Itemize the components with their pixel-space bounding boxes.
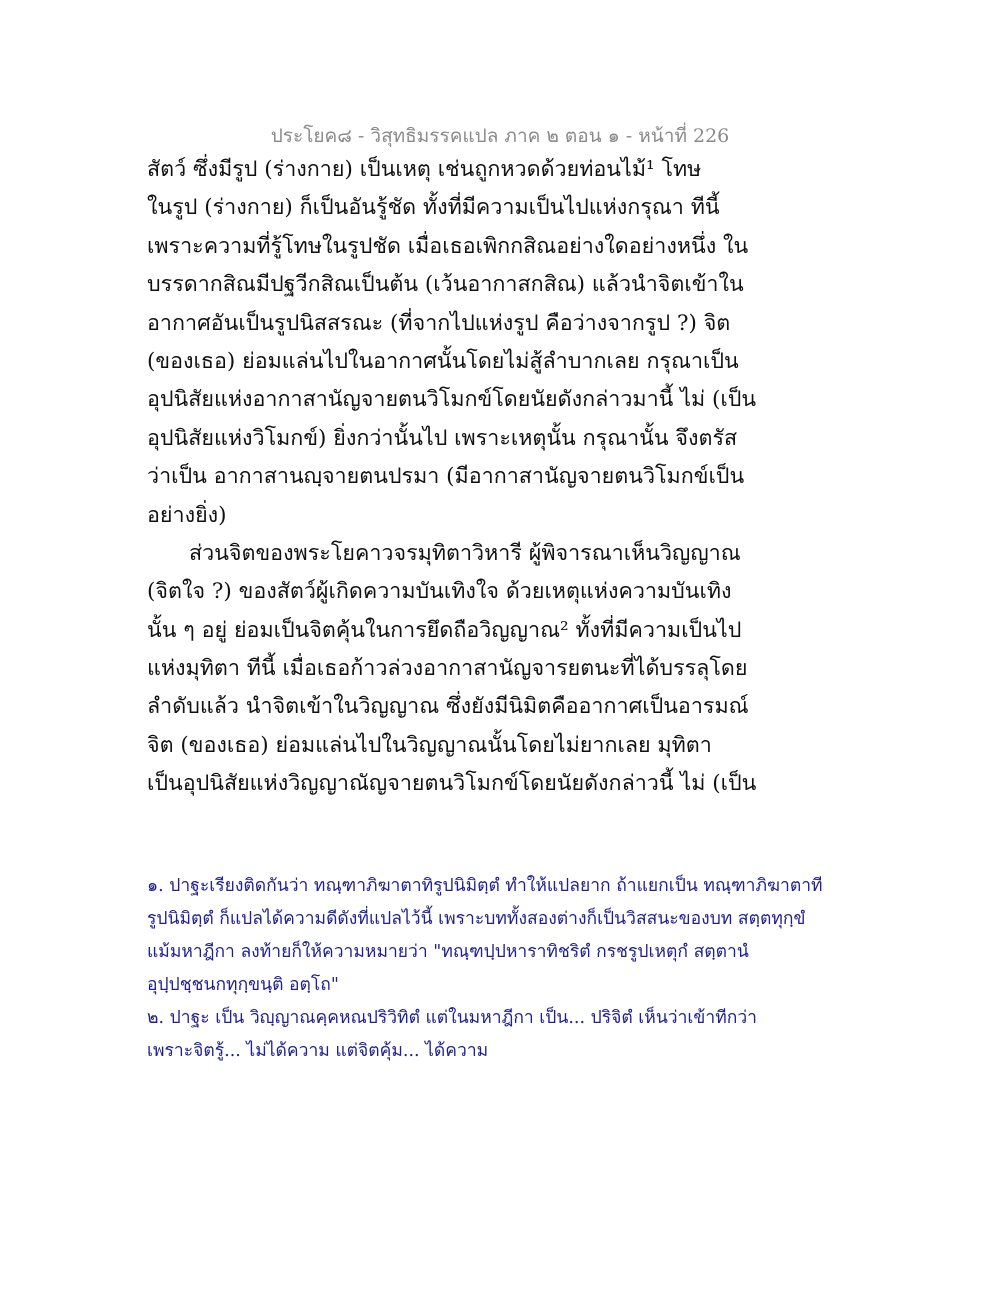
main-body-text xyxy=(147,151,847,804)
footnotes xyxy=(147,870,847,1068)
paragraph-start-line: ส่วนจิตของพระโยคาวจรมุทิตาวิหารี ผู้พิจารณาเห็นวิญญาณ xyxy=(189,540,741,566)
body-line: สัตว์ ซึ่งมีรูป (ร่างกาย) เป็นเหตุ เช่นถูกหวดด้วยท่อนไม้¹ โทษ xyxy=(147,157,702,182)
body-line: (จิตใจ ?) ของสัตว์ผู้เกิดความบันเทิงใจ ด้วยเหตุแห่งความบันเทิง xyxy=(147,579,732,605)
body-line: จิต (ของเธอ) ย่อมแล่นไปในวิญญาณนั้นโดยไม่ยากเลย มุทิตา xyxy=(147,732,712,758)
body-line: เป็นอุปนิสัยแห่งวิญญาณัญจายตนวิโมกข์โดยนัยดังกล่าวนี้ ไม่ (เป็น xyxy=(147,771,757,797)
body-line: บรรดากสิณมีปฐวีกสิณเป็นต้น (เว้นอากาสกสิณ) แล้วนำจิตเข้าใน xyxy=(147,272,744,298)
footnote-line: แม้มหาฎีกา ลงท้ายก็ให้ความหมายว่า "ทณฺฑปฺปหาราทิชริตํ กรชรูปเหตุกํ สตฺตานํ xyxy=(147,942,749,962)
body-line: ว่าเป็น อากาสานญฺจายตนปรมา (มีอากาสานัญจายตนวิโมกข์เป็น xyxy=(147,464,745,490)
body-line: อากาศอันเป็นรูปนิสสรณะ (ที่จากไปแห่งรูป คือว่างจากรูป ?) จิต xyxy=(147,310,731,336)
body-line: อุปนิสัยแห่งอากาสานัญจายตนวิโมกข์โดยนัยดังกล่าวมานี้ ไม่ (เป็น xyxy=(147,387,757,413)
footnote-line: เพราะจิตรู้... ไม่ได้ความ แต่จิตคุ้ม... ได้ความ xyxy=(147,1041,489,1061)
body-line: (ของเธอ) ย่อมแล่นไปในอากาศนั้นโดยไม่สู้ลำบากเลย กรุณาเป็น xyxy=(147,348,739,374)
footnote-line: ๑. ปาฐะเรียงติดกันว่า ทณฺฑาภิฆาตาทิรูปนิมิตฺตํ ทำให้แปลยาก ถ้าแยกเป็น ทณฺฑาภิฆาตาที xyxy=(147,876,823,896)
body-line: ลำดับแล้ว นำจิตเข้าในวิญญาณ ซึ่งยังมีนิมิตคืออากาศเป็นอารมณ์ xyxy=(147,694,749,720)
footnote-line: รูปนิมิตฺตํ ก็แปลได้ความดีดังที่แปลไว้นี้ เพราะบททั้งสองต่างก็เป็นวิสสนะของบท สตฺตทุกฺขํ xyxy=(147,909,806,929)
running-header: ประโยค๘ - วิสุทธิมรรคแปล ภาค ๒ ตอน ๑ - หน้าที่ 226 xyxy=(270,125,730,147)
body-line: อย่างยิ่ง) xyxy=(147,502,227,528)
body-line: นั้น ๆ อยู่ ย่อมเป็นจิตคุ้นในการยึดถือวิญญาณ² ทั้งที่มีความเป็นไป xyxy=(147,617,742,643)
body-line: ในรูป (ร่างกาย) ก็เป็นอันรู้ชัด ทั้งที่มีความเป็นไปแห่งกรุณา ทีนี้ xyxy=(147,195,720,221)
body-line: อุปนิสัยแห่งวิโมกข์) ยิ่งกว่านั้นไป เพราะเหตุนั้น กรุณานั้น จึงตรัส xyxy=(147,425,738,451)
footnote-line: อุปฺปชฺชนกทุกฺขนฺติ อตฺโถ" xyxy=(147,975,339,995)
body-line: แห่งมุทิตา ทีนี้ เมื่อเธอก้าวล่วงอากาสานัญจารยตนะที่ได้บรรลุโดย xyxy=(147,656,748,682)
body-line: เพราะความที่รู้โทษในรูปชัด เมื่อเธอเพิกกสิณอย่างใดอย่างหนึ่ง ใน xyxy=(147,233,749,259)
footnote-line: ๒. ปาฐะ เป็น วิญฺญาณคฺคหณปริวิทิตํ แต่ในมหาฎีกา เป็น... ปริจิตํ เห็นว่าเข้าทีกว่า xyxy=(147,1008,757,1028)
